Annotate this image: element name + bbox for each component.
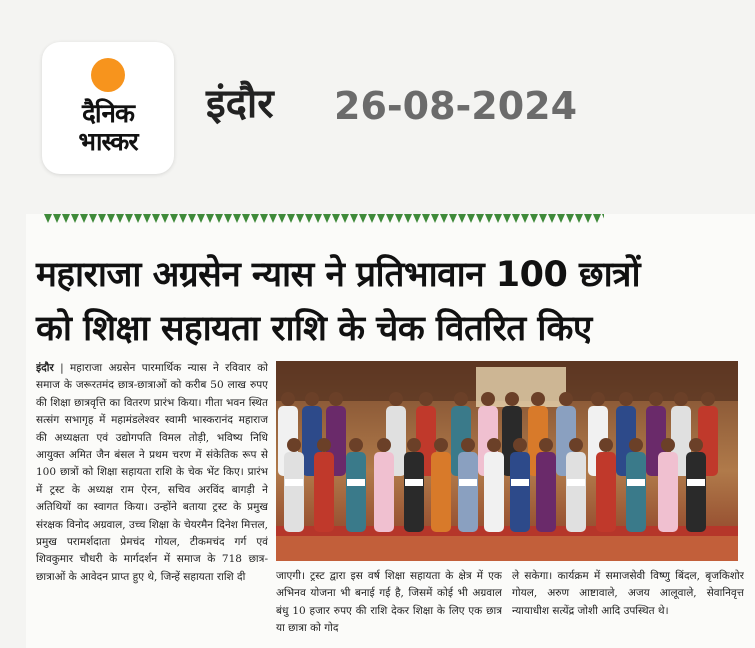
garland-leaf [494, 214, 502, 223]
garland-leaf [332, 214, 340, 223]
headline-line-1: महाराजा अग्रसेन न्यास ने प्रतिभावान 100 छात्रों [36, 255, 641, 295]
garland-leaf [224, 214, 232, 223]
garland-leaf [467, 214, 475, 223]
garland-leaf [512, 214, 520, 223]
garland-leaf [260, 214, 268, 223]
garland-leaf [557, 214, 565, 223]
garland-leaf [116, 214, 124, 223]
garland-leaf [395, 214, 403, 223]
garland-leaf [431, 214, 439, 223]
garland-leaf [179, 214, 187, 223]
garland-leaf [584, 214, 592, 223]
garland-leaf [197, 214, 205, 223]
garland-leaf [386, 214, 394, 223]
garland-leaf [350, 214, 358, 223]
cheque-in-hand [567, 479, 585, 486]
header-city: इंदौर [206, 81, 274, 127]
garland-leaf [89, 214, 97, 223]
cheque-in-hand [511, 479, 529, 486]
garland-leaf [476, 214, 484, 223]
garland-leaf [323, 214, 331, 223]
logo-line-2: भास्कर [78, 127, 138, 156]
event-photo-illustration [276, 361, 738, 561]
garland-leaf [80, 214, 88, 223]
cheque-in-hand [687, 479, 705, 486]
garland-leaf [287, 214, 295, 223]
garland-leaf [215, 214, 223, 223]
garland-leaf [107, 214, 115, 223]
garland-leaf [125, 214, 133, 223]
garland-leaf [71, 214, 79, 223]
header-date: 26-08-2024 [334, 84, 578, 128]
garland-leaf [152, 214, 160, 223]
garland-leaf [422, 214, 430, 223]
garland-leaf [530, 214, 538, 223]
garland-leaf [377, 214, 385, 223]
garland-leaf [62, 214, 70, 223]
garland-leaf [602, 214, 604, 223]
garland-leaf [134, 214, 142, 223]
garland-leaf [251, 214, 259, 223]
article-column-1 [36, 360, 268, 643]
garland-leaf [314, 214, 322, 223]
garland-leaf [575, 214, 583, 223]
garland-leaf [53, 214, 61, 223]
garland-leaf [269, 214, 277, 223]
garland-leaf [593, 214, 601, 223]
garland-leaf [341, 214, 349, 223]
headline-line-2: को शिक्षा सहायता राशि के चेक वितरित किए [36, 309, 592, 349]
garland-leaf [539, 214, 547, 223]
garland-leaf [161, 214, 169, 223]
garland-leaf [485, 214, 493, 223]
garland-leaf [233, 214, 241, 223]
garland-leaf [548, 214, 556, 223]
article-column-2: जाएगी। ट्रस्ट द्वारा इस वर्ष शिक्षा सहायता के क्षेत्र में एक अभिनव योजना भी बनाई गई है, जिसमें कोई भी अग्रवाल बंधु 10 हजार रुपए की राशि देकर शिक्षा के लिए एक छात्र या छात्रा को गोद [276, 570, 502, 635]
cheque-in-hand [285, 479, 303, 486]
garland-leaf [188, 214, 196, 223]
garland-decoration [44, 214, 604, 226]
garland-leaf [521, 214, 529, 223]
logo-line-1: दैनिक [82, 99, 134, 129]
garland-leaf [305, 214, 313, 223]
garland-leaf [143, 214, 151, 223]
cheque-in-hand [347, 479, 365, 486]
garland-leaf [44, 214, 52, 223]
garland-leaf [359, 214, 367, 223]
cheque-in-hand [405, 479, 423, 486]
garland-leaf [458, 214, 466, 223]
article-dateline: इंदौर [36, 362, 54, 374]
cheque-in-hand [459, 479, 477, 486]
event-photo [276, 361, 738, 561]
garland-leaf [413, 214, 421, 223]
article-column-3: ले सकेगा। कार्यक्रम में समाजसेवी विष्णु बिंदल, बृजकिशोर गोयल, अरुण आष्टावाले, अजय आलूवाले, सेवानिवृत्त न्यायाधीश सत्येंद्र जोशी आदि उपस्थित थे। [512, 570, 744, 617]
article-column-1-text: | महाराजा अग्रसेन पारमार्थिक न्यास ने रविवार को समाज के जरूरतमंद छात्र-छात्राओं को करीब 50 लाख रुपए की शिक्षा छात्रवृत्ति का वितरण प्रारंभ किया। गीता भवन स्थित सत्संग सभागृह में महामंडलेश्वर स्वामी भास्करानंद महाराज की अध्यक्षता एवं उद्योगपति विमल तोड़ी, भविष्य निधि आयुक्त अमित जैन बंसल ने प्रथम चरण में संकेतिक रूप से 100 छात्रों को शिक्षा सहायता राशि के चेक भेंट किए। प्रारंभ में ट्रस्ट के अध्यक्ष राम ऐरन, सचिव अरविंद बागड़ी ने अतिथियों का स्वागत किया। उन्होंने बताया ट्रस्ट के प्रमुख संरक्षक विनोद अग्रवाल, उच्च शिक्षा के चेयरमैन दिनेश मित्तल, प्रमुख परामर्शदाता प्रेमचंद गोयल, टीकमचंद गर्ग एवं शिवकुमार चौधरी के मार्गदर्शन में समाज के 718 छात्र-छात्राओं के आवेदन प्राप्त हुए थे, जिन्हें सहायता राशि दी [36, 362, 268, 583]
garland-leaf [368, 214, 376, 223]
garland-leaf [278, 214, 286, 223]
garland-leaf [242, 214, 250, 223]
garland-leaf [170, 214, 178, 223]
garland-leaf [566, 214, 574, 223]
garland-leaf [296, 214, 304, 223]
garland-leaf [440, 214, 448, 223]
garland-leaf [449, 214, 457, 223]
garland-leaf [98, 214, 106, 223]
garland-leaf [404, 214, 412, 223]
garland-leaf [503, 214, 511, 223]
garland-leaf [206, 214, 214, 223]
cheque-in-hand [627, 479, 645, 486]
logo-sun-icon [91, 58, 125, 92]
dainik-bhaskar-logo [42, 42, 174, 174]
